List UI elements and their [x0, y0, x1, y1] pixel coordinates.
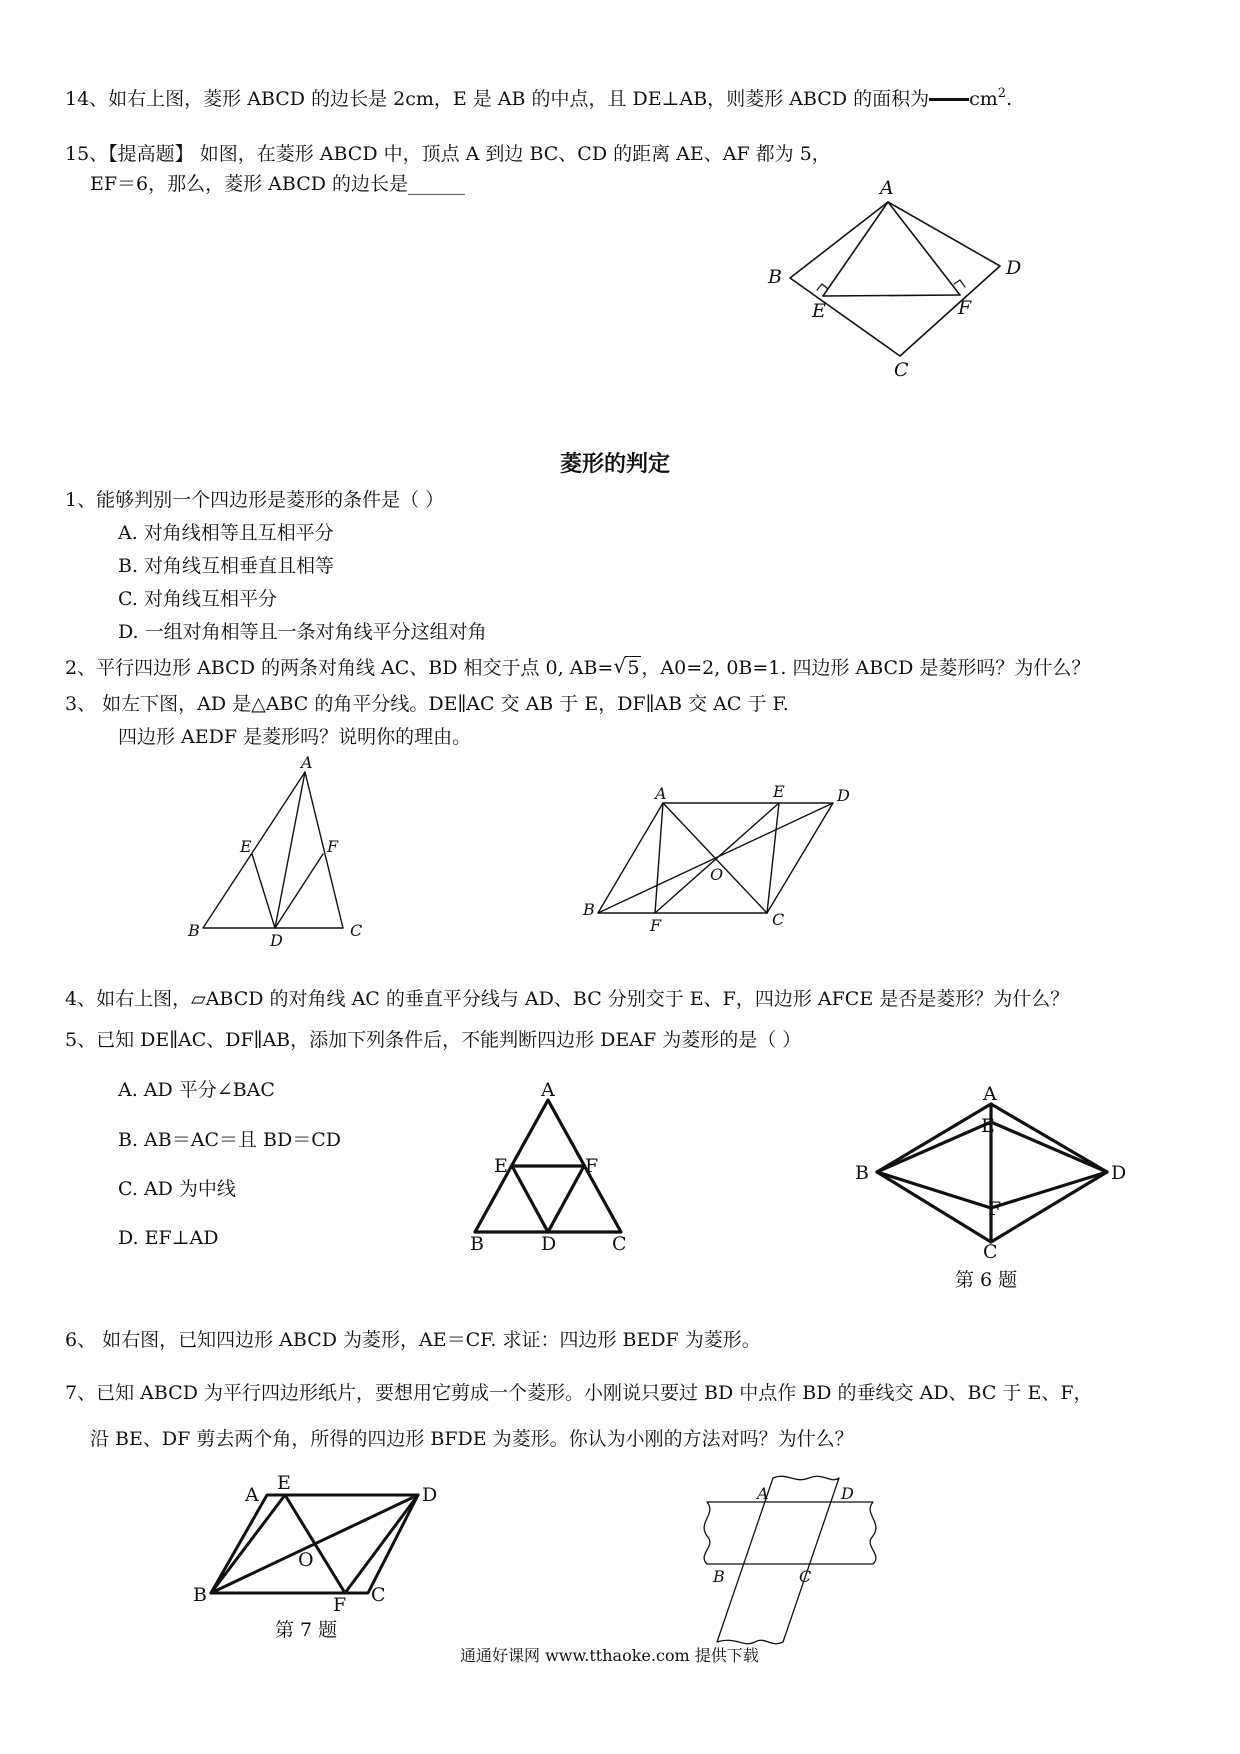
label-b: B	[583, 900, 595, 919]
segment-af	[655, 803, 663, 913]
label-c: C	[371, 1584, 386, 1606]
figure-q15-rhombus	[760, 170, 1050, 381]
label-b: B	[855, 1162, 869, 1184]
question-14	[65, 82, 1012, 111]
problem-7-line-1: 7、已知 ABCD 为平行四边形纸片，要想用它剪成一个菱形。小刚说只要过 BD 中点作 BD 的垂线交 AD、BC 于 E、F，	[65, 1382, 1093, 1404]
label-d: D	[541, 1233, 557, 1255]
problem-5-stem: 5、已知 DE∥AC、DF∥AB，添加下列条件后，不能判断四边形 DEAF 为菱形的是（ ）	[65, 1029, 802, 1051]
question-15-line-2: EF＝6，那么，菱形 ABCD 的边长是______	[90, 173, 466, 195]
label-b: B	[713, 1567, 725, 1586]
label-d: D	[837, 786, 850, 805]
problem-5-option-d: D. EF⊥AD	[118, 1227, 219, 1249]
figure-q3-triangle	[185, 753, 385, 950]
segment-ed	[512, 1166, 548, 1232]
figure-7-caption: 第 7 题	[275, 1619, 338, 1641]
label-e: E	[240, 837, 252, 856]
label-b: B	[188, 921, 200, 940]
label-d: D	[270, 931, 283, 950]
problem-5-option-a: A. AD 平分∠BAC	[118, 1079, 275, 1101]
label-e: E	[981, 1115, 995, 1137]
figure-q8-paper-strips	[695, 1470, 880, 1650]
label-e: E	[277, 1472, 291, 1494]
question-15-line-1: 15、【提高题】 如图，在菱形 ABCD 中，顶点 A 到边 BC、CD 的距离 AE、AF 都为 5，	[65, 143, 831, 165]
period: .	[1006, 88, 1013, 110]
segment-be	[211, 1495, 285, 1593]
segment-df	[345, 1495, 418, 1593]
segment-af	[888, 202, 960, 295]
label-f: F	[988, 1198, 1002, 1220]
problem-1-option-b: B. 对角线互相垂直且相等	[118, 555, 335, 577]
problem-6: 6、 如右图，已知四边形 ABCD 为菱形，AE＝CF. 求证：四边形 BEDF 为菱形。	[65, 1329, 761, 1351]
sqrt-radicand: 5	[627, 657, 640, 679]
diagonal-bd	[598, 803, 833, 913]
label-b: B	[470, 1233, 484, 1255]
label-f: F	[958, 297, 972, 319]
answer-blank	[929, 98, 969, 101]
problem-2-before: 2、平行四边形 ABCD 的两条对角线 AC、BD 相交于点 0, AB=	[65, 657, 614, 679]
label-f: F	[327, 837, 339, 856]
unit-exponent: 2	[997, 86, 1007, 101]
label-a: A	[301, 753, 313, 772]
label-e: E	[494, 1155, 508, 1177]
label-d: D	[422, 1484, 438, 1506]
right-angle-mark-f	[954, 280, 965, 287]
sqrt-expression: √ 5	[613, 654, 640, 679]
figure-6-caption: 第 6 题	[955, 1269, 1018, 1291]
label-c: C	[983, 1241, 998, 1263]
segment-fd	[548, 1166, 584, 1232]
problem-2	[65, 656, 1090, 680]
label-a: A	[757, 1484, 769, 1503]
problem-1-stem: 1、能够判别一个四边形是菱形的条件是（ ）	[65, 489, 445, 511]
section-title: 菱形的判定	[560, 451, 671, 477]
label-a: A	[880, 177, 894, 199]
label-e: E	[812, 300, 826, 322]
label-f: F	[650, 916, 662, 935]
label-c: C	[612, 1233, 627, 1255]
question-14-text: 14、如右上图，菱形 ABCD 的边长是 2cm，E 是 AB 的中点，且 DE⊥AB，则菱形 ABCD 的面积为	[65, 88, 930, 110]
label-f: F	[333, 1594, 347, 1616]
label-a: A	[655, 784, 667, 803]
segment-ef	[655, 803, 779, 913]
label-f: F	[585, 1155, 599, 1177]
label-a: A	[983, 1083, 997, 1105]
label-a: A	[245, 1484, 259, 1506]
figure-q5-triangle	[460, 1080, 640, 1255]
label-a: A	[541, 1079, 555, 1101]
problem-5-option-c: C. AD 为中线	[118, 1178, 236, 1200]
segment-ae	[823, 202, 888, 296]
unit: cm	[969, 88, 998, 110]
segment-ef	[823, 295, 960, 296]
segment-de	[252, 854, 275, 928]
problem-7-line-2: 沿 BE、DF 剪去两个角，所得的四边形 BFDE 为菱形。你认为小刚的方法对吗？为什么？	[90, 1428, 854, 1450]
problem-1-option-d: D. 一组对角相等且一条对角线平分这组对角	[118, 621, 487, 643]
footer-watermark: 通通好课网 www.tthaoke.com 提供下载	[460, 1646, 759, 1665]
problem-5-option-b: B. AB＝AC＝且 BD＝CD	[118, 1129, 341, 1151]
label-b: B	[193, 1584, 207, 1606]
rhombus-abcd	[790, 202, 1000, 356]
problem-3-line-1: 3、 如左下图，AD 是△ABC 的角平分线。DE∥AC 交 AB 于 E，DF∥AB 交 AC 于 F.	[65, 693, 789, 715]
figure-q6-rhombus	[855, 1082, 1130, 1262]
label-d: D	[1006, 257, 1022, 279]
label-c: C	[350, 921, 363, 940]
segment-ef	[285, 1495, 345, 1593]
triangle-abc	[203, 772, 343, 928]
label-c: C	[894, 359, 909, 381]
label-o: O	[710, 865, 724, 884]
label-d: D	[1111, 1162, 1127, 1184]
label-e: E	[773, 782, 785, 801]
problem-4: 4、如右上图，▱ABCD 的对角线 AC 的垂直平分线与 AD、BC 分别交于 E、F，四边形 AFCE 是否是菱形？为什么？	[65, 988, 1070, 1010]
problem-1-option-c: C. 对角线互相平分	[118, 588, 277, 610]
problem-3-line-2: 四边形 AEDF 是菱形吗？说明你的理由。	[118, 726, 472, 748]
right-angle-mark-e	[817, 284, 828, 290]
problem-1-option-a: A. 对角线相等且互相平分	[118, 522, 334, 544]
label-b: B	[768, 266, 782, 288]
label-c: C	[799, 1567, 812, 1586]
label-c: C	[772, 910, 785, 929]
label-d: D	[841, 1484, 854, 1503]
horizontal-paper-strip	[704, 1502, 876, 1564]
figure-q4-parallelogram	[583, 782, 855, 935]
problem-2-after: ，A0=2, 0B=1. 四边形 ABCD 是菱形吗？为什么？	[641, 657, 1091, 679]
label-o: O	[298, 1549, 314, 1571]
figure-q7-parallelogram	[190, 1472, 450, 1616]
